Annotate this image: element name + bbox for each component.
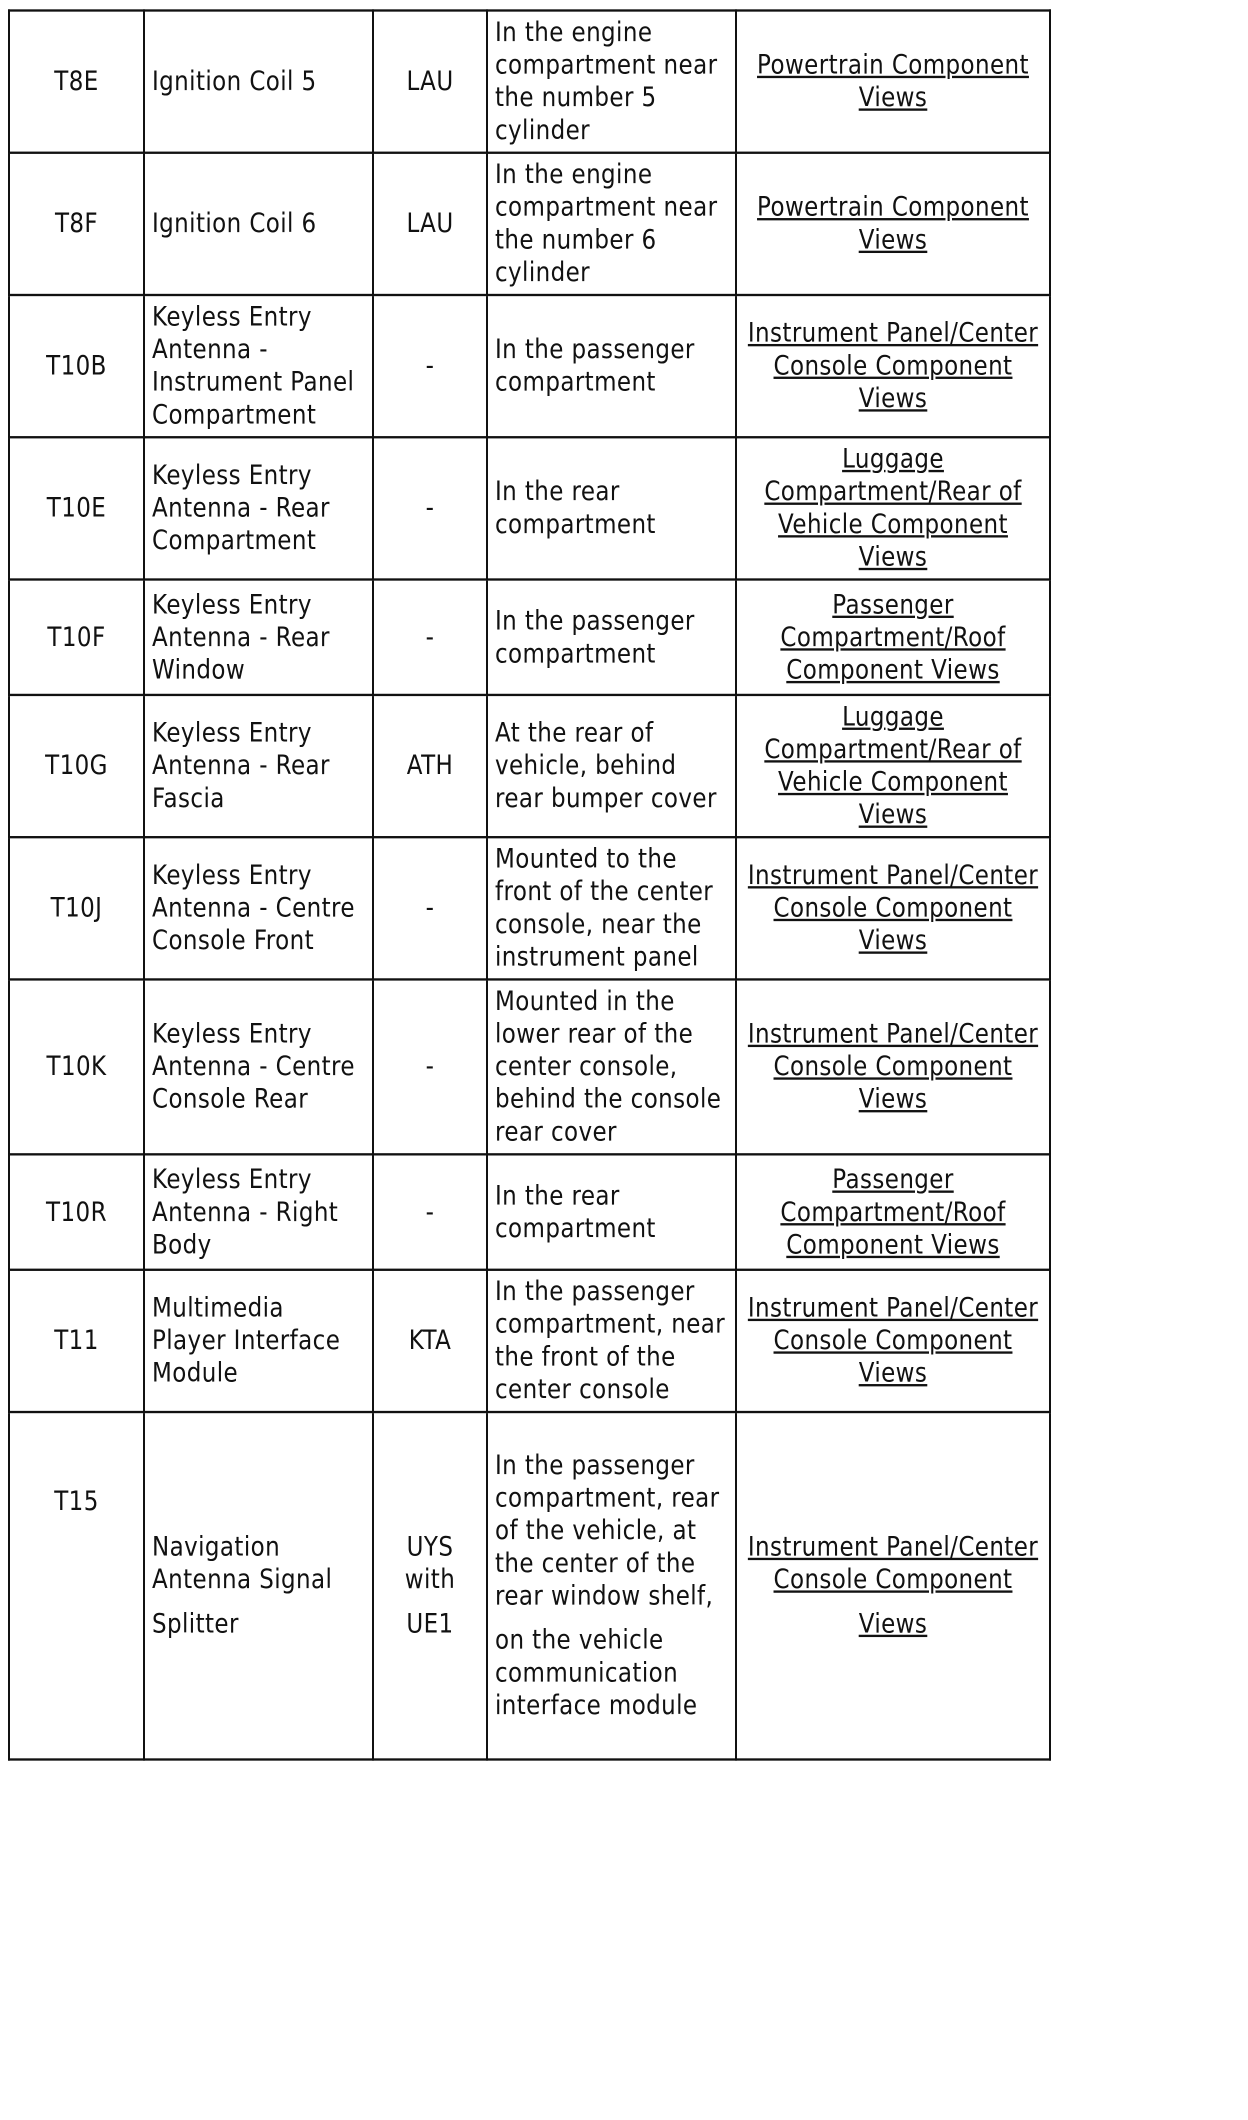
option-code: - [373,580,487,695]
table-row [9,1270,1050,1412]
component-name: Keyless Entry Antenna - Instrument Panel Compartment [144,295,373,437]
component-name: Keyless Entry Antenna - Centre Console Rear [144,979,373,1154]
component-code: T11 [9,1270,144,1412]
component-name: Ignition Coil 5 [144,10,373,152]
table-row [9,580,1050,695]
component-views-link[interactable]: Instrument Panel/Center Console Component [747,1532,1039,1596]
component-code: T8F [9,153,144,295]
component-location: In the passenger compartment, rear of the vehicle, at the center of the rear window shelf, [495,1450,720,1612]
table-row [9,295,1050,437]
component-code: T15 [9,1412,144,1759]
option-code: - [373,837,487,979]
component-location: In the rear compartment [487,1154,736,1269]
table-row [9,10,1050,152]
component-location: In the engine compartment near the number 6 cylinder [487,153,736,295]
option-code-continued: UE1 [406,1609,454,1640]
component-views-link[interactable]: Instrument Panel/Center Console Component Views [747,1019,1039,1115]
component-views-link[interactable]: Powertrain Component Views [757,50,1029,114]
option-code: KTA [373,1270,487,1412]
component-name: Navigation Antenna Signal [152,1532,333,1596]
table-row [9,979,1050,1154]
component-location: In the engine compartment near the number 5 cylinder [487,10,736,152]
table-row [9,437,1050,579]
component-views-link[interactable]: Luggage Compartment/Rear of Vehicle Component Views [764,701,1022,831]
component-code: T10F [9,580,144,695]
component-name-continued: Splitter [152,1609,239,1640]
component-code: T10E [9,437,144,579]
component-name: Ignition Coil 6 [144,153,373,295]
option-code: - [373,295,487,437]
option-code: - [373,437,487,579]
option-code: ATH [373,695,487,837]
component-location: In the rear compartment [487,437,736,579]
component-location: At the rear of vehicle, behind rear bumper cover [487,695,736,837]
option-code: - [373,979,487,1154]
component-views-link[interactable]: Passenger Compartment/Roof Component Views [780,589,1006,686]
option-code: UYS with [404,1532,456,1596]
component-name: Keyless Entry Antenna - Rear Fascia [144,695,373,837]
option-code: LAU [373,153,487,295]
component-location-continued: on the vehicle communication interface module [495,1625,698,1722]
component-code: T10R [9,1154,144,1269]
component-code: T10G [9,695,144,837]
component-name: Multimedia Player Interface Module [144,1270,373,1412]
component-location: In the passenger compartment [487,580,736,695]
component-location: In the passenger compartment [487,295,736,437]
component-location: In the passenger compartment, near the front of the center console [487,1270,736,1412]
option-code: LAU [373,10,487,152]
component-name: Keyless Entry Antenna - Rear Compartment [144,437,373,579]
component-views-link[interactable]: Instrument Panel/Center Console Component Views [747,860,1039,957]
component-location: Mounted in the lower rear of the center console, behind the console rear cover [487,979,736,1154]
table-row [9,1154,1050,1269]
component-name: Keyless Entry Antenna - Rear Window [144,580,373,695]
table-row [9,695,1050,837]
component-name: Keyless Entry Antenna - Right Body [144,1154,373,1269]
component-views-link[interactable]: Instrument Panel/Center Console Component Views [747,1293,1039,1389]
table-row [9,153,1050,295]
component-code: T10J [9,837,144,979]
table-row [9,837,1050,979]
component-views-link[interactable]: Instrument Panel/Center Console Component Views [747,318,1039,414]
table-row [9,1412,1050,1759]
component-views-link[interactable]: Powertrain Component Views [757,192,1029,256]
component-table [8,9,1051,1760]
component-views-link[interactable]: Passenger Compartment/Roof Component Views [780,1164,1006,1260]
component-location: Mounted to the front of the center console, near the instrument panel [487,837,736,979]
component-code: T8E [9,10,144,152]
component-name: Keyless Entry Antenna - Centre Console Front [144,837,373,979]
component-code: T10B [9,295,144,437]
component-code: T10K [9,979,144,1154]
option-code: - [373,1154,487,1269]
component-views-link[interactable]: Luggage Compartment/Rear of Vehicle Component Views [764,444,1022,573]
component-views-link-continued[interactable]: Views [858,1609,928,1640]
